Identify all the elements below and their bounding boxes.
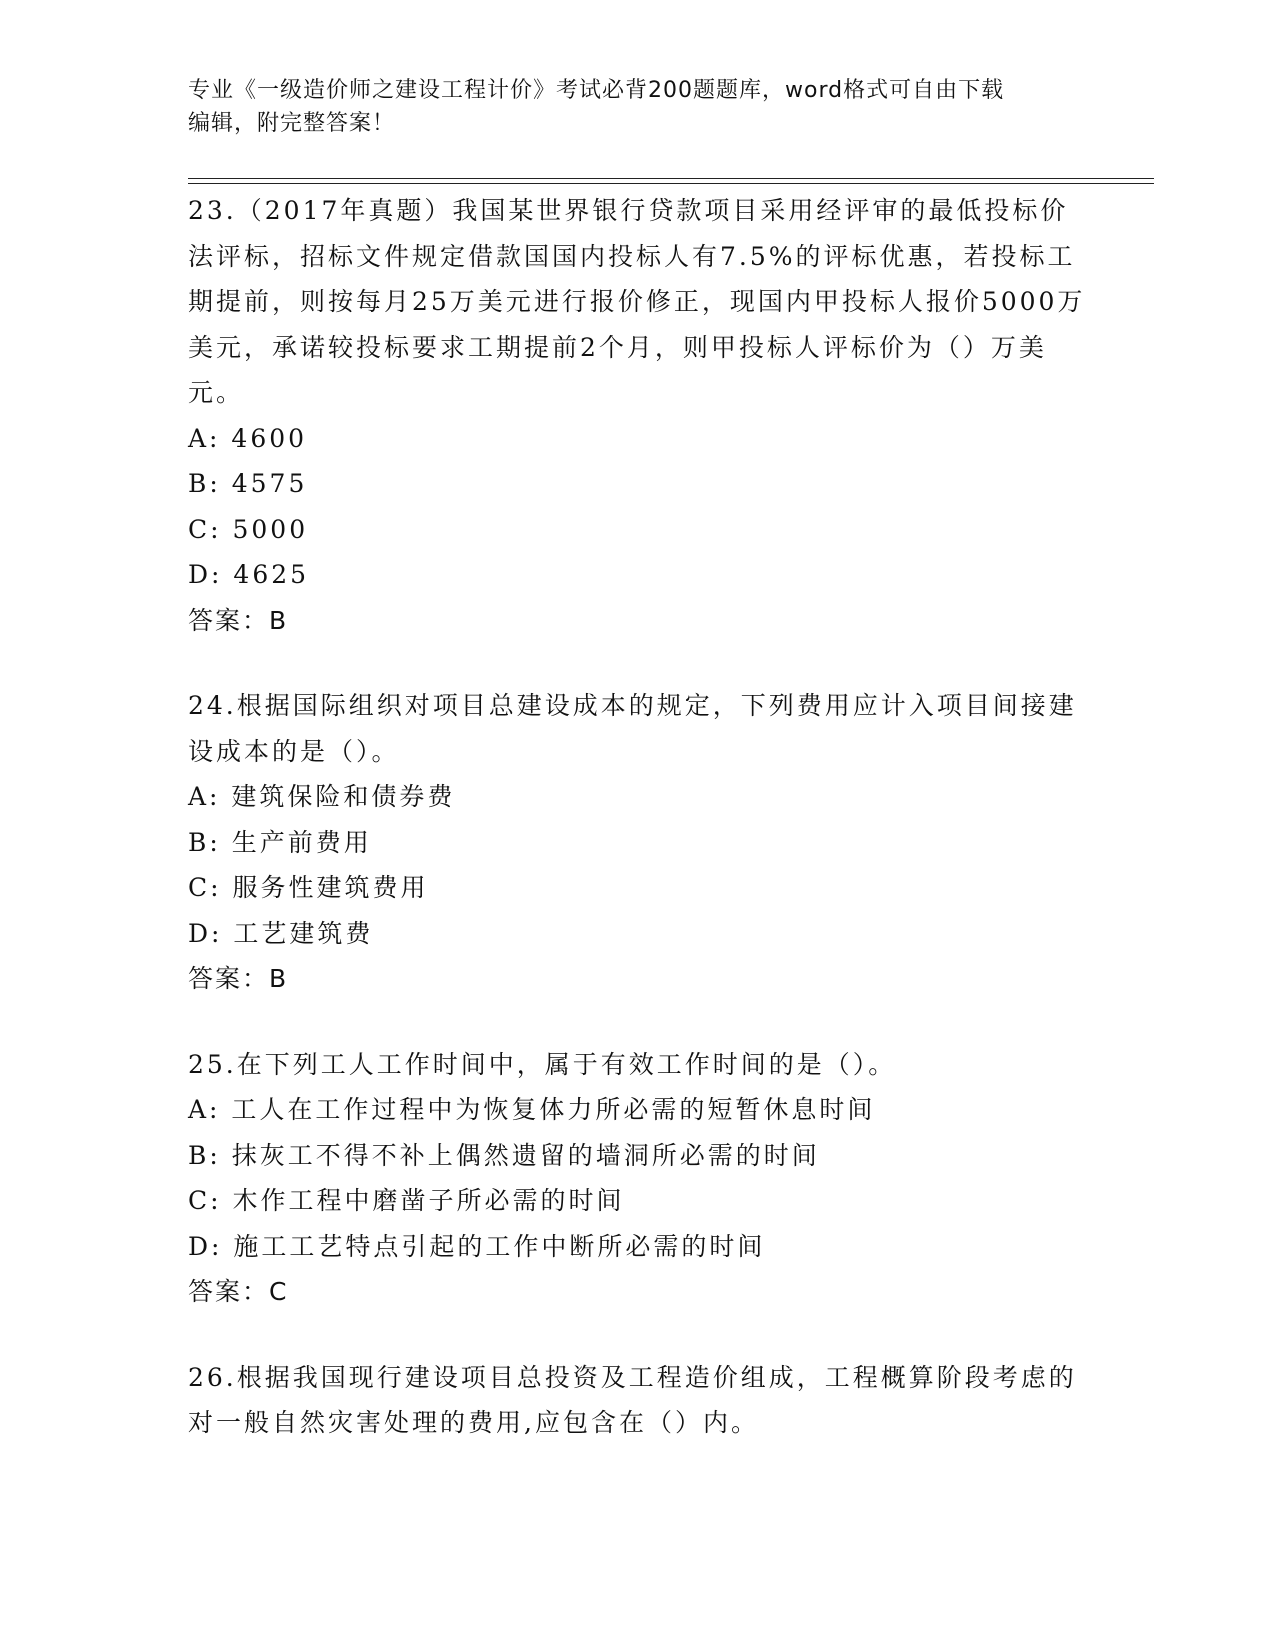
question-text: 26.根据我国现行建设项目总投资及工程造价组成，工程概算阶段考虑的对一般自然灾害处理的费用,应包含在（）内。 bbox=[188, 1362, 1077, 1437]
option-d: D: 工艺建筑费 bbox=[188, 918, 374, 948]
document-header bbox=[188, 74, 1068, 140]
answer: 答案：B bbox=[188, 964, 289, 993]
question-text: 23.（2017年真题）我国某世界银行贷款项目采用经评审的最低投标价法评标，招标文件规定借款国国内投标人有7.5%的评标优惠，若投标工期提前，则按每月25万美元进行报价修正，现国内甲投标人报价5000万美元，承诺较投标要求工期提前2个月，则甲投标人评标价为（）万美元。 bbox=[188, 196, 1086, 407]
question-text: 25.在下列工人工作时间中，属于有效工作时间的是（）。 bbox=[188, 1049, 897, 1079]
option-a: A: 4600 bbox=[188, 423, 308, 453]
question-26 bbox=[188, 1355, 1088, 1446]
option-d: D: 施工工艺特点引起的工作中断所必需的时间 bbox=[188, 1231, 766, 1261]
option-c: C: 木作工程中磨凿子所必需的时间 bbox=[188, 1186, 625, 1215]
header-line-2: 编辑，附完整答案！ bbox=[188, 111, 396, 136]
answer: 答案：B bbox=[188, 605, 289, 635]
option-c: C: 服务性建筑费用 bbox=[188, 873, 429, 902]
option-a: A: 建筑保险和债券费 bbox=[188, 782, 456, 811]
question-text: 24.根据国际组织对项目总建设成本的规定，下列费用应计入项目间接建设成本的是（）。 bbox=[188, 691, 1077, 766]
header-divider-bottom bbox=[188, 183, 1154, 184]
header-divider-top bbox=[188, 178, 1154, 179]
option-b: B: 抹灰工不得不补上偶然遗留的墙洞所必需的时间 bbox=[188, 1140, 820, 1170]
answer: 答案：C bbox=[188, 1277, 289, 1306]
question-list bbox=[188, 188, 1088, 1486]
option-b: B: 4575 bbox=[188, 469, 308, 498]
option-a: A: 工人在工作过程中为恢复体力所必需的短暂休息时间 bbox=[188, 1095, 876, 1124]
question-24 bbox=[188, 683, 1088, 1002]
option-d: D: 4625 bbox=[188, 560, 310, 589]
option-b: B: 生产前费用 bbox=[188, 827, 372, 857]
question-25 bbox=[188, 1042, 1088, 1315]
option-c: C: 5000 bbox=[188, 514, 309, 544]
header-line-1: 专业《一级造价师之建设工程计价》考试必背200题题库，word格式可自由下载 bbox=[188, 78, 1005, 103]
question-23 bbox=[188, 188, 1088, 643]
